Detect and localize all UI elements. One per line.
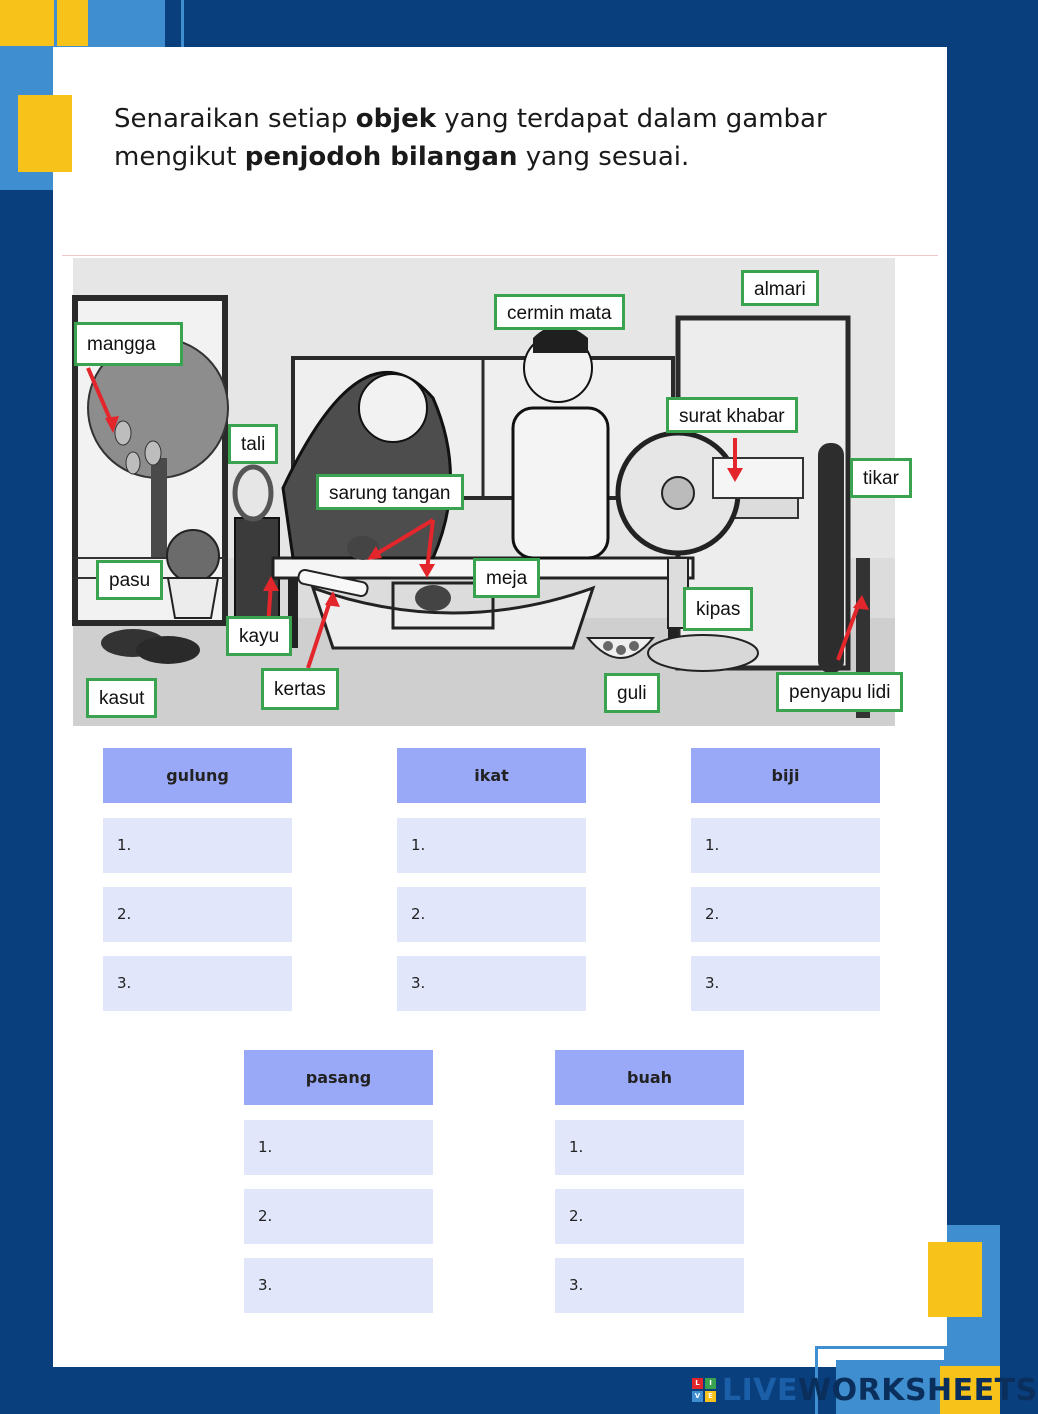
table-header-gulung: gulung — [103, 748, 292, 803]
pot-plant — [167, 530, 219, 582]
table-header-buah: buah — [555, 1050, 744, 1105]
logo-letter-v: V — [692, 1391, 703, 1402]
label-mangga: mangga — [74, 322, 183, 366]
table-header-biji: biji — [691, 748, 880, 803]
answer-cell-ikat-1[interactable]: 1. — [397, 818, 586, 873]
label-almari: almari — [741, 270, 819, 306]
answer-cell-pasang-2[interactable]: 2. — [244, 1189, 433, 1244]
scene-illustration — [73, 258, 895, 726]
logo-letter-e: E — [705, 1391, 716, 1402]
instruction-part-1: Senaraikan setiap — [114, 104, 356, 134]
instruction-text — [114, 100, 944, 176]
logo-grid-icon — [692, 1378, 716, 1402]
answer-cell-gulung-3[interactable]: 3. — [103, 956, 292, 1011]
divider-line — [62, 255, 938, 256]
instruction-bold-objek: objek — [355, 104, 437, 134]
label-kipas: kipas — [683, 587, 753, 631]
answer-cell-biji-1[interactable]: 1. — [691, 818, 880, 873]
answer-cell-buah-2[interactable]: 2. — [555, 1189, 744, 1244]
label-kasut: kasut — [86, 678, 157, 718]
yellow-side-block — [18, 95, 72, 172]
label-guli: guli — [604, 673, 660, 713]
label-tikar: tikar — [850, 458, 912, 498]
flower-pot — [168, 578, 218, 618]
instruction-part-2: yang terdapat dalam gambar mengikut — [114, 104, 827, 172]
label-kertas: kertas — [261, 668, 339, 710]
instruction-part-3: yang sesuai. — [517, 142, 690, 172]
liveworksheets-logo — [692, 1371, 1038, 1409]
newspaper-stack — [713, 458, 803, 498]
answer-cell-buah-3[interactable]: 3. — [555, 1258, 744, 1313]
answer-cell-biji-3[interactable]: 3. — [691, 956, 880, 1011]
answer-cell-pasang-3[interactable]: 3. — [244, 1258, 433, 1313]
logo-letter-i: I — [705, 1378, 716, 1389]
label-meja: meja — [473, 558, 540, 598]
logo-text-live: LIVE — [722, 1372, 798, 1408]
label-penyapu-lidi: penyapu lidi — [776, 672, 903, 712]
logo-text-worksheets: WORKSHEETS — [798, 1372, 1038, 1408]
instruction-bold-penjodoh: penjodoh bilangan — [244, 142, 518, 172]
rolled-mat — [818, 443, 844, 673]
table-header-pasang: pasang — [244, 1050, 433, 1105]
answer-cell-pasang-1[interactable]: 1. — [244, 1120, 433, 1175]
answer-cell-ikat-2[interactable]: 2. — [397, 887, 586, 942]
answer-cell-gulung-1[interactable]: 1. — [103, 818, 292, 873]
label-kayu: kayu — [226, 616, 292, 656]
label-tali: tali — [228, 424, 278, 464]
answer-cell-gulung-2[interactable]: 2. — [103, 887, 292, 942]
label-sarung-tangan: sarung tangan — [316, 474, 464, 510]
label-surat-khabar: surat khabar — [666, 397, 798, 433]
glove-right — [415, 585, 451, 611]
yellow-side-block-bottom — [928, 1242, 982, 1317]
table-header-ikat: ikat — [397, 748, 586, 803]
answer-cell-ikat-3[interactable]: 3. — [397, 956, 586, 1011]
label-cermin-mata: cermin mata — [494, 294, 625, 330]
answer-cell-biji-2[interactable]: 2. — [691, 887, 880, 942]
logo-letter-l: L — [692, 1378, 703, 1389]
answer-cell-buah-1[interactable]: 1. — [555, 1120, 744, 1175]
label-pasu: pasu — [96, 560, 163, 600]
